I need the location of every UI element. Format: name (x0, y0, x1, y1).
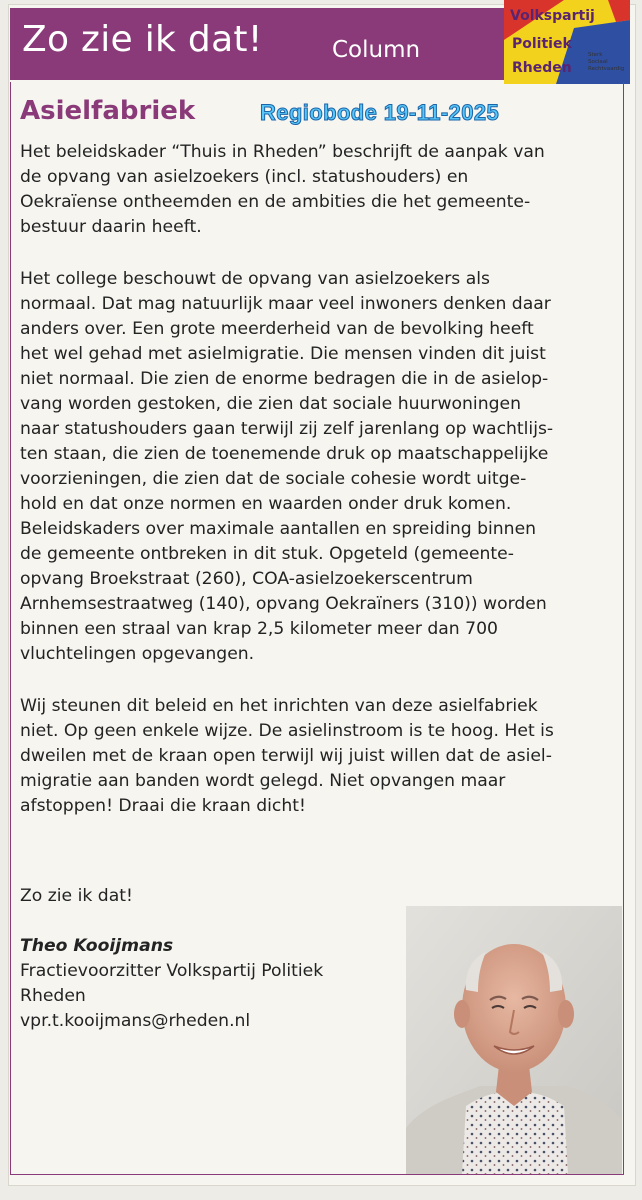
article-line: de opvang van asielzoekers (incl. statushouders) en (20, 167, 469, 187)
article-line: anders over. Een grote meerderheid van de bevolking heeft (20, 319, 534, 339)
right-ear (558, 1000, 574, 1028)
article-line: niet. Op geen enkele wijze. De asielinstroom is te hoog. Het is (20, 721, 554, 741)
article-line: voorzieningen, die zien dat de sociale cohesie wordt uitge- (20, 469, 527, 489)
column-title: Zo zie ik dat! (22, 19, 263, 60)
article-line: opvang Broekstraat (260), COA-asielzoekerscentrum (20, 569, 473, 589)
article-line: vang worden gestoken, die zien dat sociale huurwoningen (20, 394, 521, 414)
logo-tag-sociaal: Sociaal (588, 59, 608, 65)
article-line: Het beleidskader “Thuis in Rheden” beschrijft de aanpak van (20, 142, 545, 162)
article-line: Wij steunen dit beleid en het inrichten van deze asielfabriek (20, 696, 538, 716)
author-email: vpr.t.kooijmans@rheden.nl (20, 1011, 251, 1031)
logo-tag-sterk: Sterk (588, 52, 603, 58)
party-logo (504, 0, 630, 84)
logo-line-volkspartij: Volkspartij (510, 8, 595, 24)
article-line: het wel gehad met asielmigratie. Die mensen vinden dit juist (20, 344, 546, 364)
logo-line-politiek: Politiek (512, 36, 572, 52)
article-line: dweilen met de kraan open terwijl wij juist willen dat de asiel- (20, 746, 552, 766)
author-role-continued: Rheden (20, 986, 86, 1006)
article-line: Oekraïense ontheemden en de ambities die het gemeente- (20, 192, 531, 212)
article-headline: Asielfabriek (20, 96, 196, 126)
article-line: afstoppen! Draai die kraan dicht! (20, 796, 306, 816)
publication-date-stamp: Regiobode 19-11-2025 (260, 100, 500, 125)
logo-tag-rechtvaardig: Rechtvaardig (588, 66, 625, 72)
column-label: Column (332, 37, 421, 63)
author-role: Fractievoorzitter Volkspartij Politiek (20, 961, 324, 981)
article-line: Het college beschouwt de opvang van asielzoekers als (20, 269, 490, 289)
article-line: Arnhemsestraatweg (140), opvang Oekraïners (310)) worden (20, 594, 547, 614)
article-line: vluchtelingen opgevangen. (20, 644, 255, 664)
article-line: bestuur daarin heeft. (20, 217, 202, 237)
article-line: de gemeente ontbreken in dit stuk. Opgeteld (gemeente- (20, 544, 514, 564)
column-header-bar (10, 8, 504, 80)
article-line: naar statushouders gaan terwijl zij zelf jarenlang op wachtlijs- (20, 419, 554, 439)
article-line: Beleidskaders over maximale aantallen en spreiding binnen (20, 519, 537, 539)
article-line: migratie aan banden wordt gelegd. Niet opvangen maar (20, 771, 506, 791)
article-line: niet normaal. Die zien de enorme bedragen die in de asielop- (20, 369, 549, 389)
article-line: ten staan, die zien de toenemende druk op maatschappelijke (20, 444, 549, 464)
closing-line: Zo zie ik dat! (20, 886, 133, 906)
left-ear (454, 1000, 470, 1028)
logo-line-rheden: Rheden (512, 60, 572, 76)
article-line: normaal. Dat mag natuurlijk maar veel inwoners denken daar (20, 294, 551, 314)
author-photo (406, 906, 622, 1174)
author-name: Theo Kooijmans (20, 936, 174, 956)
author-portrait (406, 906, 622, 1174)
article-line: hold en dat onze normen en waarden onder druk komen. (20, 494, 512, 514)
article-line: binnen een straal van krap 2,5 kilometer meer dan 700 (20, 619, 498, 639)
